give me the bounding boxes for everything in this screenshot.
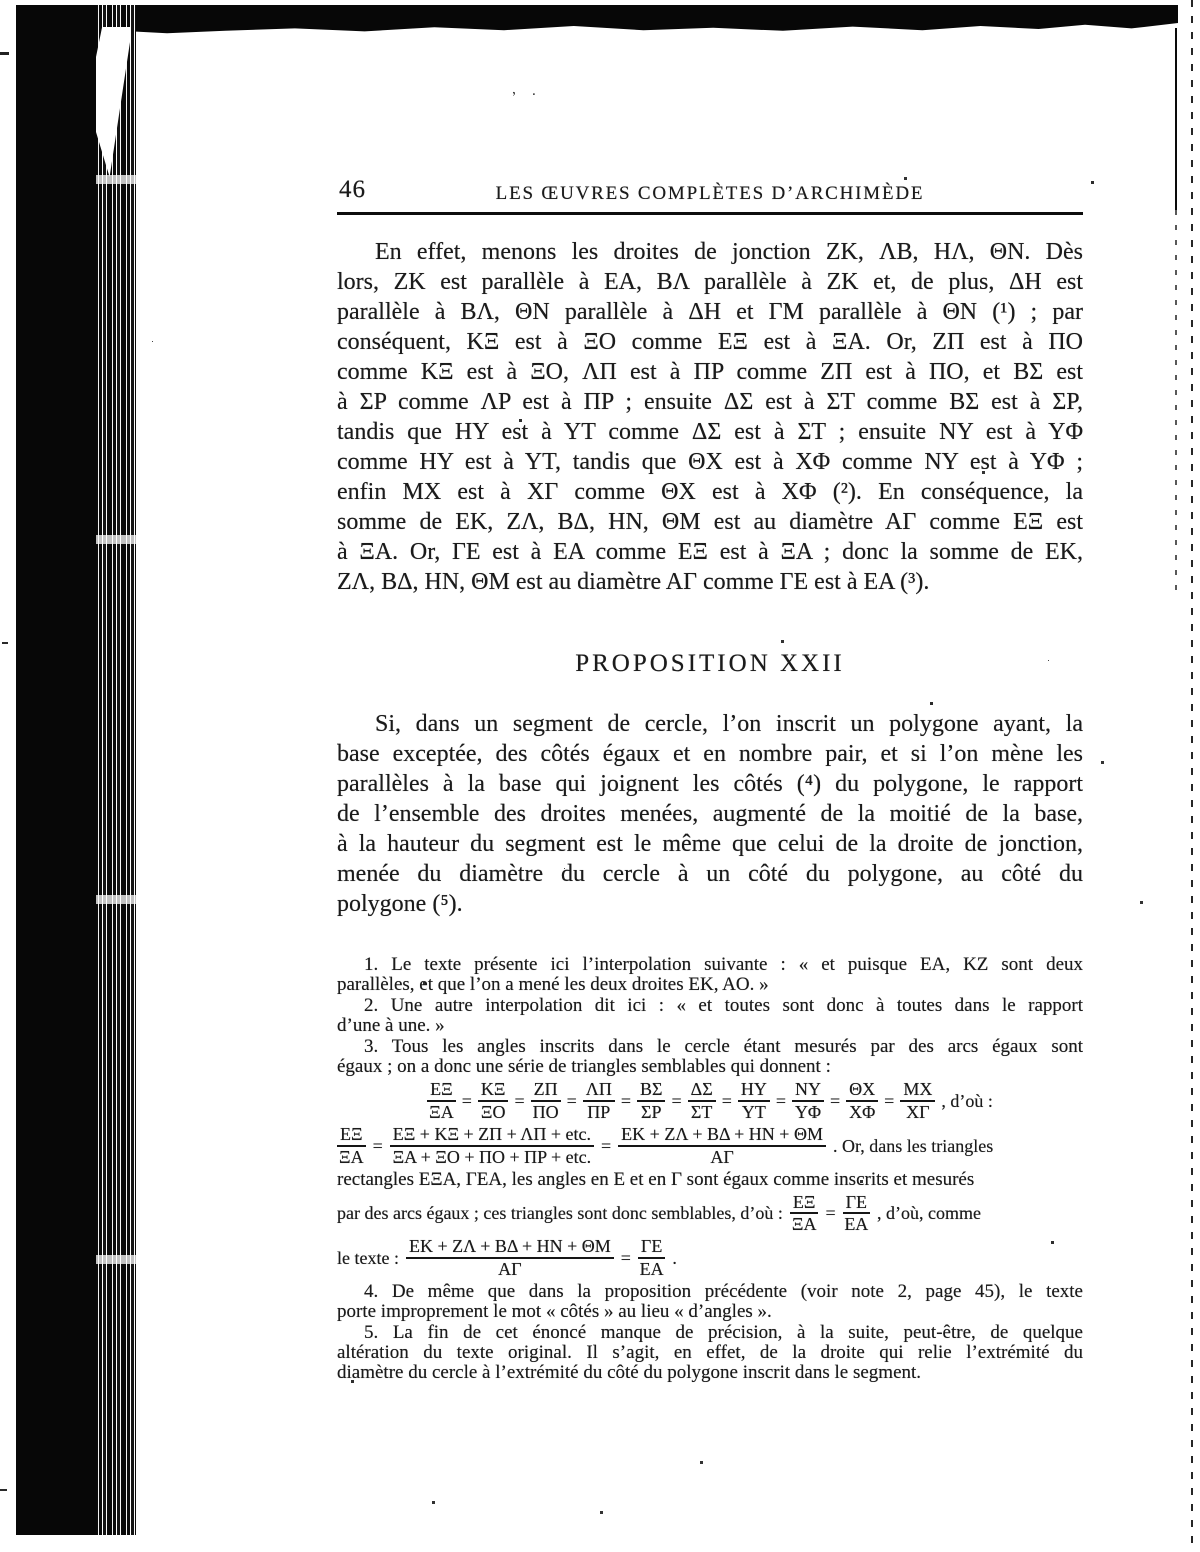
fraction: $\frac{\Theta X}{X\Phi}$ xyxy=(846,1080,878,1122)
text-line: à la hauteur du segment est le même que celui de la droite de jonction, xyxy=(337,831,1083,857)
text-line: de l’ensemble des droites menées, augmenté de la moitié de la base, xyxy=(337,801,1083,827)
text-line: rectangles EΞA, ΓEA, les angles en E et en Γ sont égaux comme inscrits et mesurés xyxy=(337,1169,975,1190)
formula-text: . xyxy=(672,1248,677,1269)
text-line: à ΣP comme ΛP est à ΠP ; ensuite ΔΣ est à ΣT comme BΣ est à ΣP, xyxy=(337,389,1083,415)
text-line: Si, dans un segment de cercle, l’on inscrit un polygone ayant, la xyxy=(375,711,1083,737)
formula-text: , d’où, comme xyxy=(877,1203,981,1224)
text-line: à ΞA. Or, ΓE est à EA comme EΞ est à ΞA ; donc la somme de EK, xyxy=(337,539,1083,565)
header-rule xyxy=(337,212,1083,215)
formula-text: . Or, dans les triangles xyxy=(832,1135,994,1156)
footnote-3-final-equation xyxy=(337,1237,1083,1279)
page-content xyxy=(337,176,1083,1384)
scan-spine-streaks xyxy=(96,5,136,1535)
text-line: altération du texte original. Il s’agit, en effet, de la droite qui relie l’extrémité du xyxy=(337,1343,1083,1364)
text-line: égaux ; on a donc une série de triangles semblables qui donnent : xyxy=(337,1057,831,1077)
text-line: 5. La fin de cet énoncé manque de précision, à la suite, peut-être, de quelque xyxy=(364,1323,1083,1344)
text-line: parallèles à la base qui joignent les côtés (⁴) du polygone, le rapport xyxy=(337,771,1083,797)
footnote-3 xyxy=(337,1037,1083,1077)
scan-artifact: ’ · xyxy=(510,85,544,107)
footnote-3-continuation xyxy=(337,1170,1083,1190)
formula-text: = xyxy=(601,1135,612,1156)
text-line: enfin MX est à XΓ comme ΘX est à XΦ (²). En conséquence, la xyxy=(337,479,1083,505)
scan-margin-tick xyxy=(0,1489,7,1491)
fraction: $\frac{\text{EΞ + KΞ + ZΠ + ΛΠ + etc.}}{\text{ΞA + ΞO + ΠO + ΠP + etc.}}$ xyxy=(390,1125,594,1167)
scan-margin-tick xyxy=(0,52,9,55)
text-line: tandis que HY est à YT comme ΔΣ est à ΣT ; ensuite NY est à YΦ xyxy=(337,419,1083,445)
footnote-3-similar-triangles xyxy=(337,1193,1083,1235)
fraction: $\frac{\Delta\Sigma}{\Sigma T}$ xyxy=(688,1080,716,1122)
page-header xyxy=(337,176,1083,210)
text-line: 3. Tous les angles inscrits dans le cercle étant mesurés par des arcs égaux sont xyxy=(364,1037,1083,1057)
fraction: $\frac{E\Xi}{\Xi A}$ xyxy=(791,1191,817,1235)
footnote-1 xyxy=(337,955,1083,995)
scan-margin-tick xyxy=(2,642,8,644)
proposition-heading: PROPOSITION XXII xyxy=(575,650,845,677)
text-line: ZΛ, BΔ, HN, ΘM est au diamètre AΓ comme ΓE est à EA (³). xyxy=(337,569,930,595)
fraction: $\frac{NY}{Y\Phi}$ xyxy=(792,1080,824,1122)
proof-paragraph xyxy=(337,237,1083,597)
text-line: somme de EK, ZΛ, BΔ, HN, ΘM est au diamètre AΓ comme EΞ est xyxy=(337,509,1083,535)
formula-text: le texte : xyxy=(337,1248,399,1269)
text-line: En effet, menons les droites de jonction ZK, ΛB, HΛ, ΘN. Dès xyxy=(375,239,1083,265)
fraction: $\frac{E\Xi}{\Xi A}$ xyxy=(429,1079,454,1122)
text-line: menée du diamètre du cercle à un côté du polygone, au côté du xyxy=(337,861,1083,887)
footnote-3-sum-equation xyxy=(337,1125,1083,1167)
formula-text: = xyxy=(775,1090,787,1111)
fraction: $\frac{\Gamma E}{EA}$ xyxy=(844,1191,869,1235)
formula-text: = xyxy=(884,1090,895,1111)
scan-gutter-left xyxy=(16,5,96,1535)
formula-text: = xyxy=(461,1090,472,1111)
formula-text: , d’où : xyxy=(941,1090,993,1111)
fraction: $\frac{HY}{YT}$ xyxy=(738,1080,770,1122)
scan-gutter-top xyxy=(16,5,1178,35)
footnotes-section xyxy=(337,955,1083,1383)
scan-speckles xyxy=(0,0,1,1)
formula-text: = xyxy=(514,1090,525,1111)
fraction: $\frac{B\Sigma}{\Sigma P}$ xyxy=(637,1080,665,1122)
fraction: $\frac{MX}{X\Gamma}$ xyxy=(900,1080,935,1122)
text-line: base exceptée, des côtés égaux et en nombre pair, et si l’on mène les xyxy=(337,741,1083,767)
text-line: conséquent, KΞ est à ΞO comme EΞ est à ΞA. Or, ZΠ est à ΠO xyxy=(337,329,1083,355)
text-line: parallèles, et que l’on a mené les deux droites EK, AO. » xyxy=(337,975,769,995)
scan-edge-line-outer xyxy=(1191,0,1193,1552)
proposition-paragraph xyxy=(337,709,1083,919)
formula-text: = xyxy=(671,1090,682,1111)
formula-text: = xyxy=(620,1248,631,1269)
text-line: 4. De même que dans la proposition précédente (voir note 2, page 45), le texte xyxy=(364,1282,1083,1303)
text-line: diamètre du cercle à l’extrémité du côté du polygone inscrit dans le segment. xyxy=(337,1363,922,1384)
text-line: comme HY est à YT, tandis que ΘX est à XΦ comme NY est à YΦ ; xyxy=(337,449,1083,475)
footnote-2 xyxy=(337,996,1083,1036)
formula-text: = xyxy=(372,1135,383,1156)
fraction: $\frac{EK + Z\Lambda + B\Delta + HN + \Theta M}{A\Gamma}$ xyxy=(618,1125,826,1167)
text-line: comme KΞ est à ΞO, ΛΠ est à ΠP comme ZΠ est à ΠO, et BΣ est xyxy=(337,359,1083,385)
page-number: 46 xyxy=(339,176,366,203)
fraction: $\frac{Z\Pi}{\Pi O}$ xyxy=(532,1079,559,1122)
fraction: $\frac{E\Xi}{\Xi A}$ xyxy=(339,1123,364,1167)
formula-text: = xyxy=(566,1090,577,1111)
text-line: parallèle à BΛ, ΘN parallèle à ΔH et ΓM parallèle à ΘN (¹) ; par xyxy=(337,299,1083,325)
formula-text: = xyxy=(721,1090,732,1111)
text-line: 2. Une autre interpolation dit ici : « et toutes sont donc à toutes dans le rapport xyxy=(364,996,1083,1016)
scan-edge-line-inner xyxy=(1175,28,1177,210)
text-line: 1. Le texte présente ici l’interpolation suivante : « et puisque EA, KZ sont deux xyxy=(364,955,1083,975)
scan-edge-line-inner-dashed xyxy=(1175,210,1177,595)
running-title: LES ŒUVRES COMPLÈTES D’ARCHIMÈDE xyxy=(495,183,925,204)
fraction: $\frac{\Gamma E}{EA}$ xyxy=(639,1236,664,1280)
text-line: lors, ZK est parallèle à EA, BΛ parallèle à ZK et, de plus, ΔH est xyxy=(337,269,1083,295)
formula-text: = xyxy=(620,1090,631,1111)
formula-text: = xyxy=(830,1090,841,1111)
formula-text: = xyxy=(825,1203,836,1224)
text-line: polygone (⁵). xyxy=(337,891,463,917)
text-line: porte improprement le mot « côtés » au lieu « d’angles ». xyxy=(337,1302,772,1323)
footnote-3-ratio-chain xyxy=(337,1080,1083,1122)
footnote-5 xyxy=(337,1323,1083,1383)
fraction: $\frac{\Lambda\Pi}{\Pi P}$ xyxy=(583,1080,615,1122)
fraction: $\frac{K\Xi}{\Xi O}$ xyxy=(478,1080,509,1122)
fraction: $\frac{EK + Z\Lambda + B\Delta + HN + \Theta M}{A\Gamma}$ xyxy=(406,1237,614,1279)
footnote-4 xyxy=(337,1282,1083,1322)
formula-text: par des arcs égaux ; ces triangles sont donc semblables, d’où : xyxy=(337,1203,783,1224)
text-line: d’une à une. » xyxy=(337,1016,445,1036)
